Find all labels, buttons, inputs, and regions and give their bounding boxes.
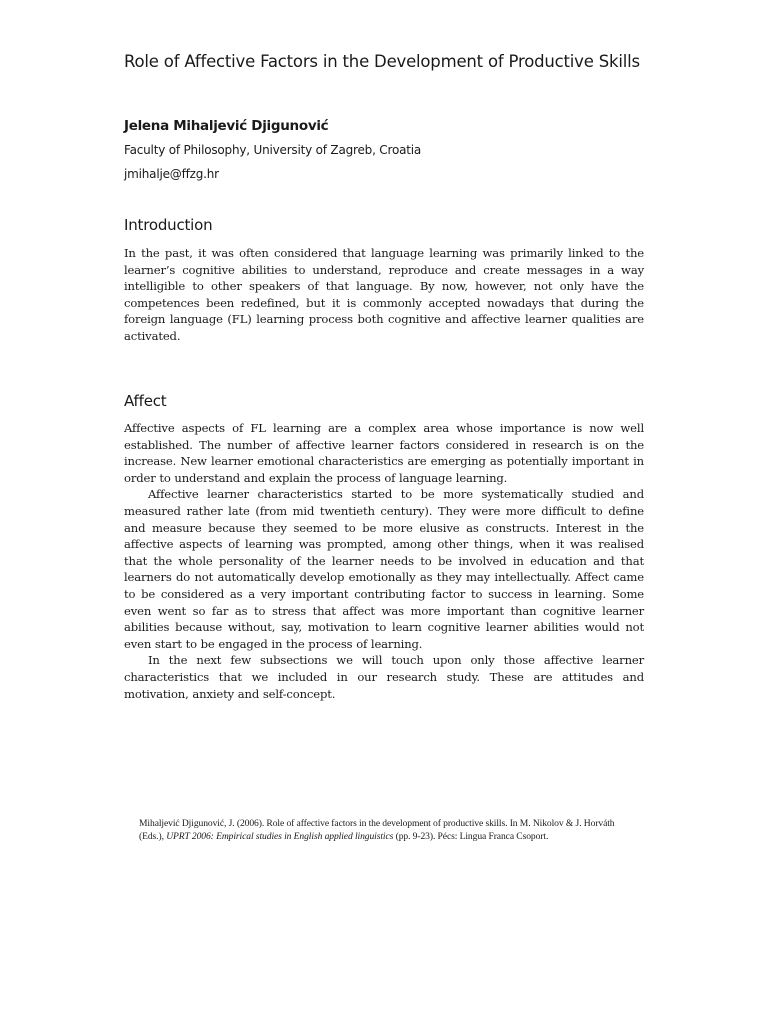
affect-body — [124, 420, 644, 702]
affect-paragraph: In the next few subsections we will touch upon only those affective learner characteristics that we included in our research study. These are attitudes and motivation, anxiety and self-concept. — [124, 653, 644, 701]
citation-lead: Mihaljević Djigunović, J. (2006). Role of affective factors in the development of productive skills. In M. Nikolov & J. Horváth (Eds.), — [139, 818, 615, 842]
introduction-paragraph: In the past, it was often considered that language learning was primarily linked to the learner’s cognitive abilities to understand, reproduce and create messages in a way intelligible to other speakers of that language. By now, however, not only have the competences been redefined, but it is commonly accepted nowadays that during the foreign language (FL) learning process both cognitive and affective learner qualities are activated. — [124, 246, 644, 343]
section-heading-affect: Affect — [124, 392, 167, 410]
section-heading-introduction: Introduction — [124, 216, 213, 234]
affect-paragraph: Affective learner characteristics started to be more systematically studied and measured rather late (from mid twentieth century). They were more difficult to define and measure because they seemed to be more elusive as constructs. Interest in the affective aspects of learning was prompted, among other things, when it was realised that the whole personality of the learner needs to be involved in education and that learners do not automatically develop emotionally as they may intellectually. Affect came to be considered as a very important contributing factor to success in learning. Some even went so far as to stress that affect was more important than cognitive learner abilities because without, say, motivation to learn cognitive learner abilities would not even start to be engaged in the process of learning. — [124, 487, 644, 651]
author-affiliation: Faculty of Philosophy, University of Zagreb, Croatia — [124, 143, 422, 157]
affect-paragraph: Affective aspects of FL learning are a complex area whose importance is now well established. The number of affective learner factors considered in research is on the increase. New learner emotional characteristics are emerging as potentially important in order to understand and explain the process of language learning. — [124, 421, 644, 485]
citation-tail: (pp. 9-23). Pécs: Lingua Franca Csoport. — [393, 830, 549, 842]
author-email[interactable]: jmihalje@ffzg.hr — [124, 167, 219, 181]
author-name: Jelena Mihaljević Djigunović — [124, 118, 329, 134]
citation-source: UPRT 2006: Empirical studies in English applied linguistics — [166, 830, 394, 842]
introduction-body — [124, 245, 644, 345]
citation-footnote — [139, 818, 639, 843]
paper-title: Role of Affective Factors in the Development of Productive Skills — [124, 52, 640, 71]
